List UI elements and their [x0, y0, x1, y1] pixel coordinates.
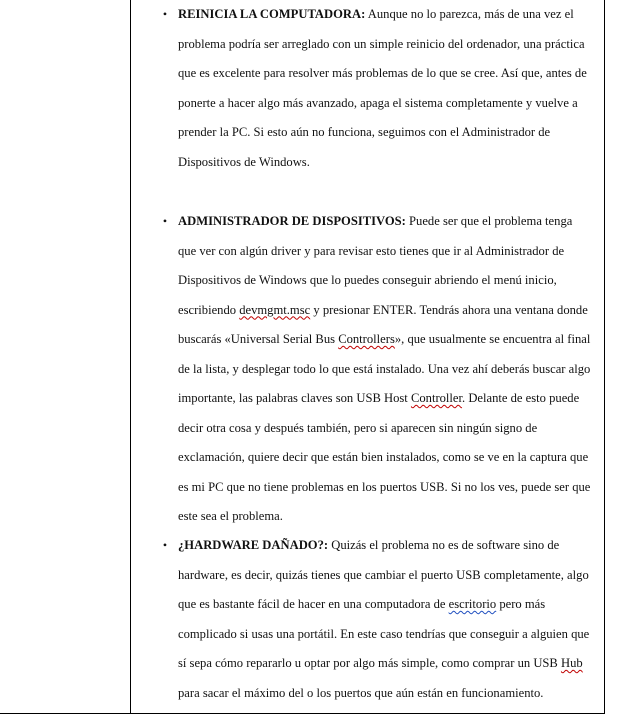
line: que ver con algún driver y para revisar esto tienes que ir al Administrador de — [178, 243, 565, 258]
line: . Delante de esto puede — [462, 391, 580, 405]
line: para sacar el máximo del o los puertos que aún están en funcionamiento. — [178, 685, 544, 700]
item-heading: ADMINISTRADOR DE DISPOSITIVOS: — [178, 214, 406, 228]
spellcheck-word: Controllers — [338, 332, 395, 346]
table-bottom-border — [0, 713, 605, 714]
line: problema podría ser arreglado con un simple reinicio del ordenador, una práctica — [178, 36, 585, 51]
list-item — [160, 531, 618, 708]
line: Puede ser que el problema tenga — [405, 214, 573, 228]
bullet-icon: • — [162, 538, 168, 552]
spellcheck-word: devmgmt.msc — [239, 302, 311, 317]
line: Quizás el problema no es de software sino de — [328, 538, 560, 552]
line: que es bastante fácil de hacer en una computadora de — [178, 597, 449, 611]
line: y presionar ENTER. Tendrás ahora una ventana donde — [310, 302, 588, 317]
line: sí sepa cómo repararlo u optar por algo más simple, como comprar un USB — [178, 656, 561, 670]
line: decir otra cosa y después también, pero si aparecen sin ningún signo de — [178, 420, 538, 435]
line: buscarás «Universal Serial Bus — [178, 332, 339, 346]
line: Dispositivos de Windows que lo puedes conseguir abriendo el menú inicio, — [178, 273, 557, 287]
line: ponerte a hacer algo más avanzado, apaga el sistema completamente y vuelve a — [178, 95, 578, 110]
line: Dispositivos de Windows. — [178, 154, 310, 169]
item-heading: REINICIA LA COMPUTADORA: — [178, 7, 366, 21]
line: importante, las palabras claves son USB Host — [178, 391, 411, 405]
line: Aunque no lo parezca, más de una vez el — [365, 7, 574, 21]
line: de la lista, y desplegar todo lo que está instalado. Una vez ahí deberás buscar algo — [178, 361, 591, 376]
list-item — [160, 0, 618, 177]
line: exclamación, quiere decir que están bien instalados, como se ve en la captura que — [178, 450, 589, 464]
table-left-border — [130, 0, 131, 714]
bullet-icon: • — [162, 214, 168, 228]
line: pero más — [496, 597, 546, 611]
list-item — [160, 207, 618, 524]
line: escribiendo — [178, 302, 240, 317]
spellcheck-word: Hub — [560, 656, 583, 670]
line: », que usualmente se encuentra al final — [394, 332, 591, 346]
line: hardware, es decir, quizás tienes que cambiar el puerto USB completamente, algo — [178, 567, 589, 582]
line: complicado si usas una portátil. En este caso tendrías que conseguir a alguien que — [178, 626, 590, 641]
line: prender la PC. Si esto aún no funciona, seguimos con el Administrador de — [178, 125, 551, 139]
item-heading: ¿HARDWARE DAÑADO?: — [178, 538, 329, 552]
spellcheck-word: escritorio — [448, 597, 497, 611]
line: este sea el problema. — [178, 509, 283, 523]
bullet-icon: • — [162, 7, 168, 21]
line: que es excelente para resolver más problemas de lo que se cree. Así que, antes de — [178, 66, 587, 80]
spellcheck-word: Controller — [410, 391, 463, 405]
line: es mi PC que no tiene problemas en los puertos USB. Si no los ves, puede ser que — [178, 479, 591, 494]
